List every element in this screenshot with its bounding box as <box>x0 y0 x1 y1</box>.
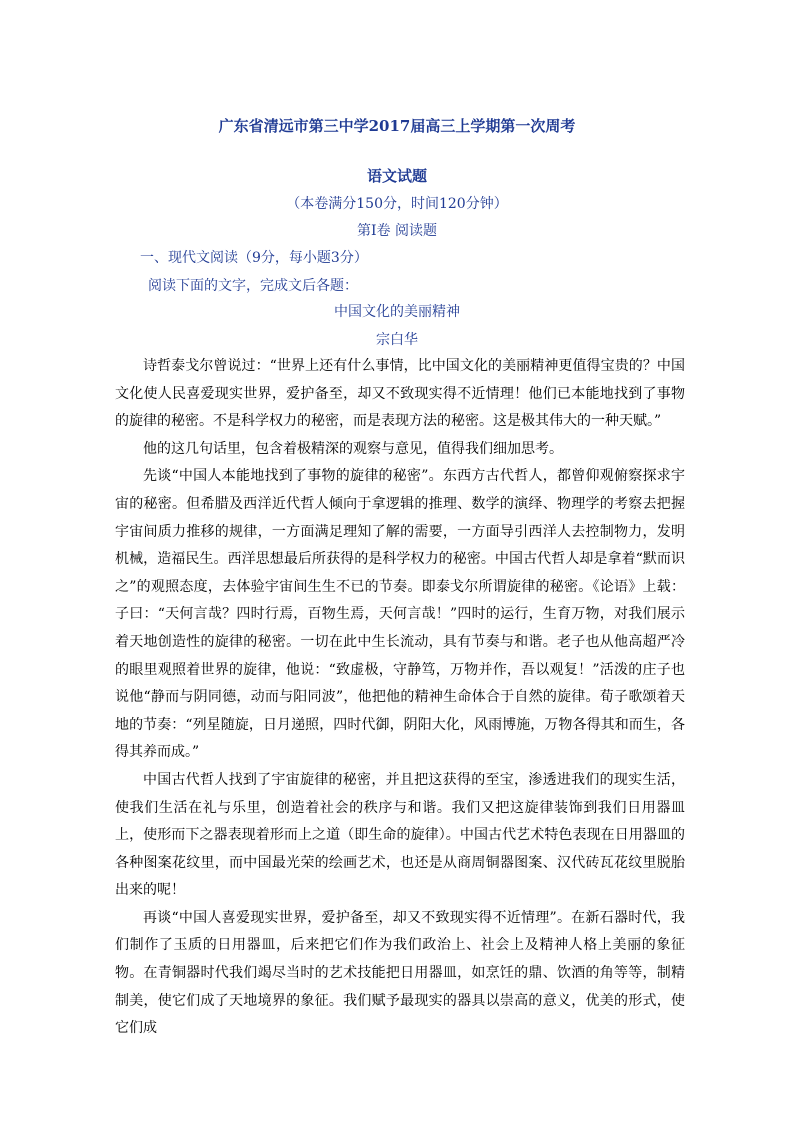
article-paragraph: 中国古代哲人找到了宇宙旋律的秘密，并且把这获得的至宝，渗透进我们的现实生活，使我们生活在礼与乐里，创造着社会的秩序与和谐。我们又把这旋律装饰到我们日用器皿上，使形而下之器表现着形而上之道（即生命的旋律）。中国古代艺术特色表现在日用器皿的各种图案花纹里，而中国最光荣的绘画艺术，也还是从商周铜器图案、汉代砖瓦花纹里脱胎出来的呢！ <box>115 771 685 899</box>
volume-title: 第Ⅰ卷 阅读题 <box>357 223 437 239</box>
article-paragraph: 他的这几句话里，包含着极精深的观察与意见，值得我们细加思考。 <box>143 440 563 457</box>
reading-instruction: 阅读下面的文字，完成文后各题： <box>148 278 358 294</box>
subject-title: 语文试题 <box>366 167 427 185</box>
exam-meta: （本卷满分150分，时间120分钟） <box>286 196 508 212</box>
exam-title: 广东省清远市第三中学2017届高三上学期第一次周考 <box>218 117 576 135</box>
section-heading: 一、现代文阅读（9分，每小题3分） <box>140 250 368 266</box>
article-paragraph: 再谈“中国人喜爱现实世界，爱护备至，却又不致现实得不近情理”。在新石器时代，我们制作了玉质的日用器皿，后来把它们作为我们政治上、社会上及精神人格上美丽的象征物。在青铜器时代我们竭尽当时的艺术技能把日用器皿，如烹饪的鼎、饮酒的角等等，制精制美，使它们成了天地境界的象征。我们赋予最现实的器具以崇高的意义，优美的形式，使它们成 <box>115 909 685 1037</box>
article-paragraph: 先谈“中国人本能地找到了事物的旋律的秘密”。东西方古代哲人，都曾仰观俯察探求宇宙的秘密。但希腊及西洋近代哲人倾向于拿逻辑的推理、数学的演绎、物理学的考察去把握宇宙间质力推移的规律，一方面满足理知了解的需要，一方面导引西洋人去控制物力，发明机械，造福民生。西洋思想最后所获得的是科学权力的秘密。中国古代哲人却是拿着“默而识之”的观照态度，去体验宇宙间生生不已的节奏。即泰戈尔所谓旋律的秘密。《论语》上载：子曰：“天何言哉？四时行焉，百物生焉，天何言哉！”四时的运行，生育万物，对我们展示着天地创造性的旋律的秘密。一切在此中生长流动，具有节奏与和谐。老子也从他高超严冷的眼里观照着世界的旋律，他说：“致虚极，守静笃，万物并作，吾以观复！”活泼的庄子也说他“静而与阴同德，动而与阳同波”，他把他的精神生命体合于自然的旋律。荀子歌颂着天地的节奏：“列星随旋，日月递照，四时代御，阴阳大化，风雨博施，万物各得其和而生，各得其养而成。” <box>115 468 685 761</box>
article-body <box>115 353 685 1043</box>
article-title: 中国文化的美丽精神 <box>334 304 460 320</box>
article-author: 宗白华 <box>376 332 418 348</box>
article-paragraph: 诗哲泰戈尔曾说过：“世界上还有什么事情，比中国文化的美丽精神更值得宝贵的？中国文化使人民喜爱现实世界，爱护备至，却又不致现实得不近情理！他们已本能地找到了事物的旋律的秘密。不是科学权力的秘密，而是表现方法的秘密。这是极其伟大的一种天赋。” <box>115 358 685 430</box>
